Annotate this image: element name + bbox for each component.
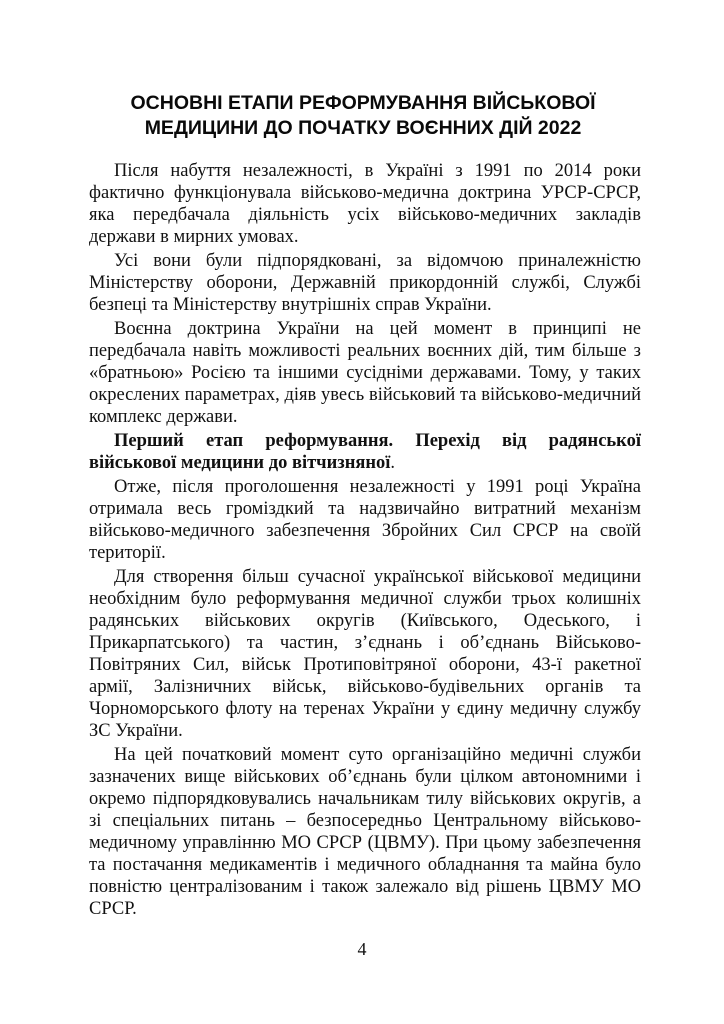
paragraph-3: Воєнна доктрина України на цей момент в принципі не передбачала навіть можливості реальних воєнних дій, тим більше з «братньою» Росією та іншими сусідніми державами. Тому, у таких окреслених параметрах, діяв увесь військовий та військово-медичний комплекс держави. bbox=[89, 319, 641, 427]
document-title bbox=[88, 91, 638, 141]
section-heading-stage-one bbox=[89, 430, 641, 474]
paragraph-1: Після набуття незалежності, в Україні з 1991 по 2014 роки фактично функціонувала військово-медична доктрина УРСР-СРСР, яка передбачала діяльність усіх військово-медичних закладів держави в мирних умовах. bbox=[89, 161, 641, 247]
page-number: 4 bbox=[357, 939, 367, 959]
paragraph-5: Отже, після проголошення незалежності у 1991 році Україна отримала весь громіздкий та надзвичайно витратний механізм військово-медичного забезпечення Збройних Сил СРСР на своїй території. bbox=[89, 477, 641, 563]
paragraph-7: На цей початковий момент суто організаційно медичні служби зазначених вище військових об’єднань були цілком автономними і окремо підпорядковувались начальникам тилу військових округів, а зі спеціальних питань – безпосередньо Центральному військово-медичному управлінню МО СРСР (ЦВМУ). При цьому забезпечення та постачання медикаментів і медичного обладнання та майна було повністю централізованим і також залежало від рішень ЦВМУ МО СРСР. bbox=[89, 745, 641, 919]
section-heading-period: . bbox=[390, 453, 396, 473]
title-line-1: ОСНОВНІ ЕТАПИ РЕФОРМУВАННЯ ВІЙСЬКОВОЇ bbox=[130, 92, 596, 114]
title-line-2: МЕДИЦИНИ ДО ПОЧАТКУ ВОЄННИХ ДІЙ 2022 bbox=[144, 117, 582, 139]
paragraph-6: Для створення більш сучасної української військової медицини необхідним було реформування медичної служби трьох колишніх радянських військових округів (Київського, Одеського, і Прикарпатського) та частин, з’єднань і об’єднань Військово-Повітряних Сил, військ Протиповітряної оборони, 43-ї ракетної армії, Залізничних військ, військово-будівельних органів та Чорноморського флоту на теренах України у єдину медичну службу ЗС України. bbox=[89, 567, 641, 741]
document-body bbox=[89, 160, 641, 922]
paragraph-2: Усі вони були підпорядковані, за відомчою приналежністю Міністерству оборони, Державній прикордонній службі, Службі безпеці та Міністерству внутрішніх справ України. bbox=[89, 251, 641, 315]
section-heading-text: Перший етап реформування. Перехід від радянської військової медицини до вітчизняної bbox=[89, 431, 641, 473]
